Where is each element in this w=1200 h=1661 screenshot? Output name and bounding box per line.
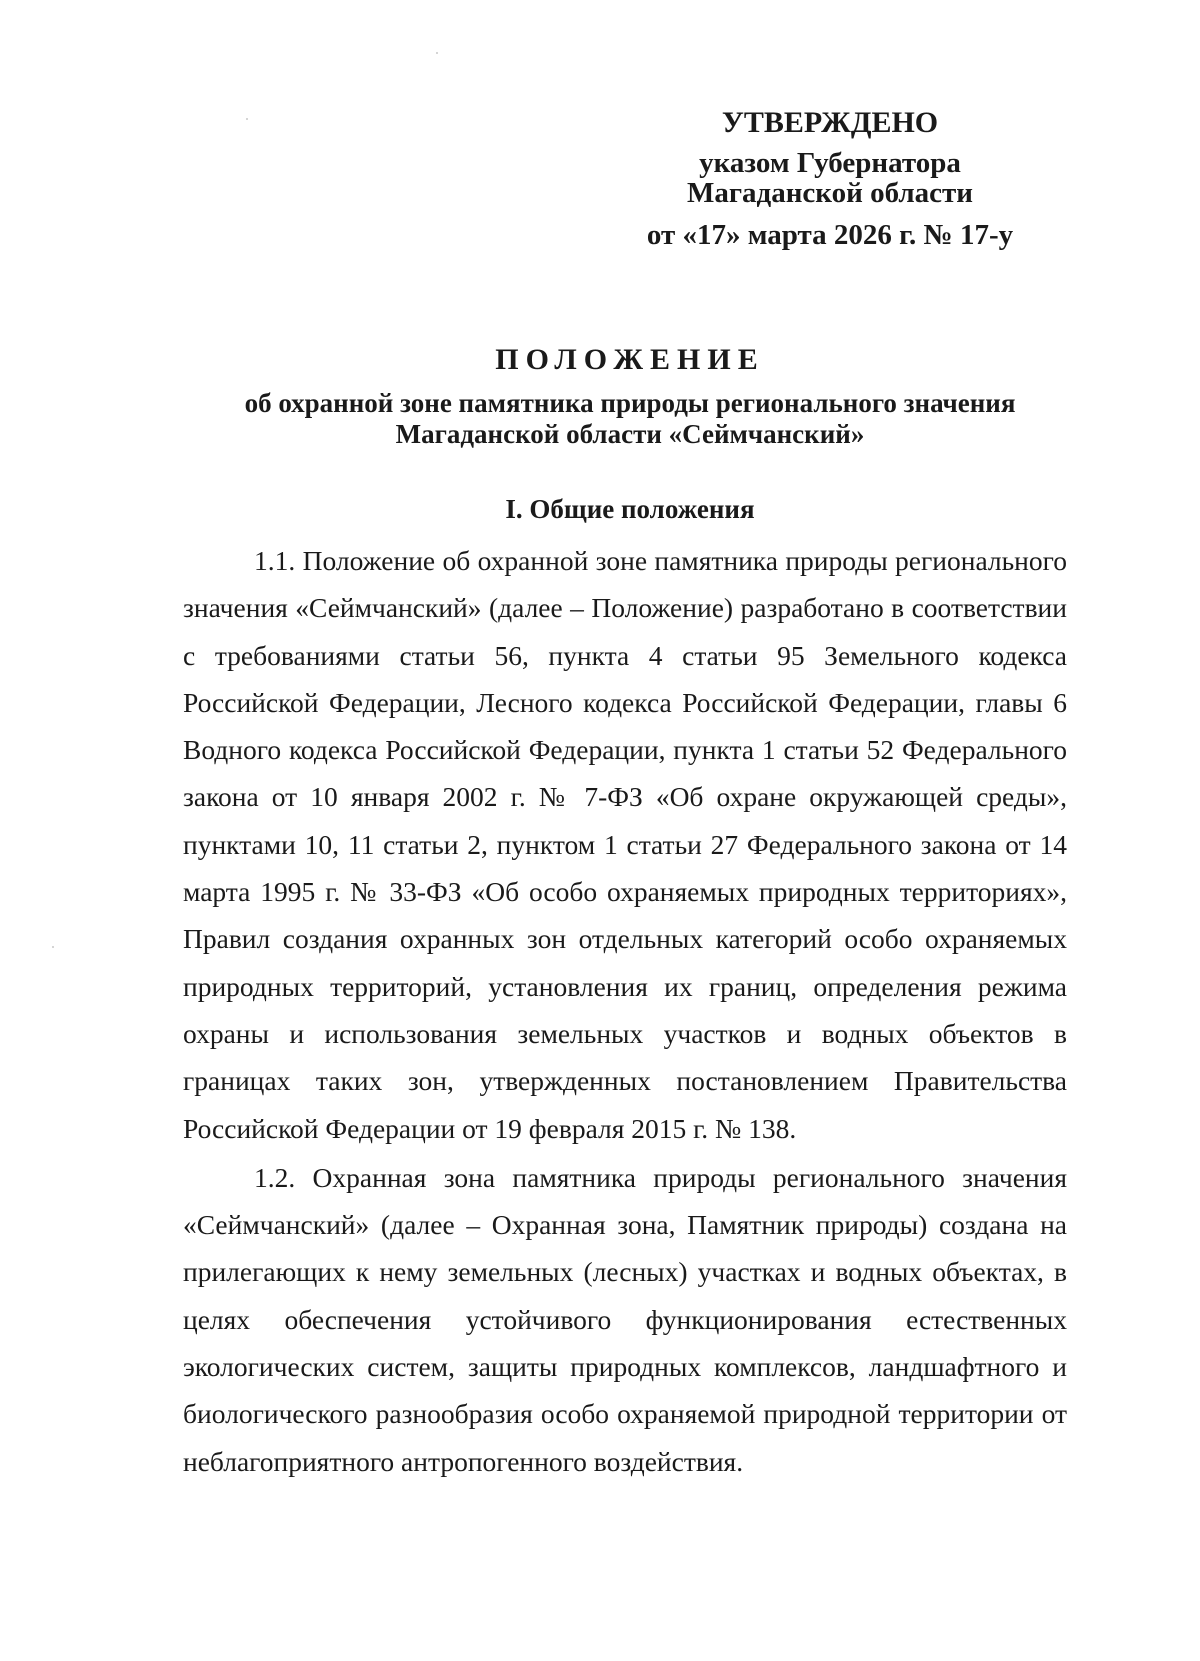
document-subtitle-line-1: об охранной зоне памятника природы регионального значения: [244, 388, 1016, 418]
body-text: [183, 537, 1067, 1485]
approval-line-2: Магаданской области: [687, 177, 973, 209]
section-title: I. Общие положения: [505, 494, 755, 524]
scan-speck: [52, 946, 54, 948]
document-subtitle-line-2: Магаданской области «Сеймчанский»: [395, 419, 865, 449]
paragraph-1-2: 1.2. Охранная зона памятника природы регионального значения «Сеймчанский» (далее – Охранная зона, Памятник природы) создана на прилегающих к нему земельных (лесных) участках и водных объектах, в целях обеспечения устойчивого функционирования естественных экологических систем, защиты природных комплексов, ландшафтного и биологического разнообразия особо охраняемой природной территории от неблагоприятного антропогенного воздействия.: [183, 1161, 1067, 1477]
approval-line-1: указом Губернатора: [699, 147, 961, 179]
approval-date: от «17» марта 2026 г. № 17-у: [646, 219, 1014, 251]
paragraph-1-1: 1.1. Положение об охранной зоне памятника природы регионального значения «Сеймчанский» (далее – Положение) разработано в соответствии с требованиями статьи 56, пункта 4 статьи 95 Земельного кодекса Российской Федерации, Лесного кодекса Российской Федерации, главы 6 Водного кодекса Российской Федерации, пункта 1 статьи 52 Федерального закона от 10 января 2002 г. № 7-ФЗ «Об охране окружающей среды», пунктами 10, 11 статьи 2, пунктом 1 статьи 27 Федерального закона от 14 марта 1995 г. № 33-ФЗ «Об особо охраняемых природных территориях», Правил создания охранных зон отдельных категорий особо охраняемых природных территорий, установления их границ, определения режима охраны и использования земельных участков и водных объектов в границах таких зон, утвержденных постановлением Правительства Российской Федерации от 19 февраля 2015 г. № 138.: [183, 545, 1067, 1144]
document-title: ПОЛОЖЕНИЕ: [495, 343, 765, 376]
scan-speck: [246, 118, 248, 120]
approval-block: [640, 108, 1020, 250]
scan-speck: [436, 52, 438, 54]
document-subtitle: [180, 388, 1080, 450]
approval-title: УТВЕРЖДЕНО: [721, 106, 939, 139]
